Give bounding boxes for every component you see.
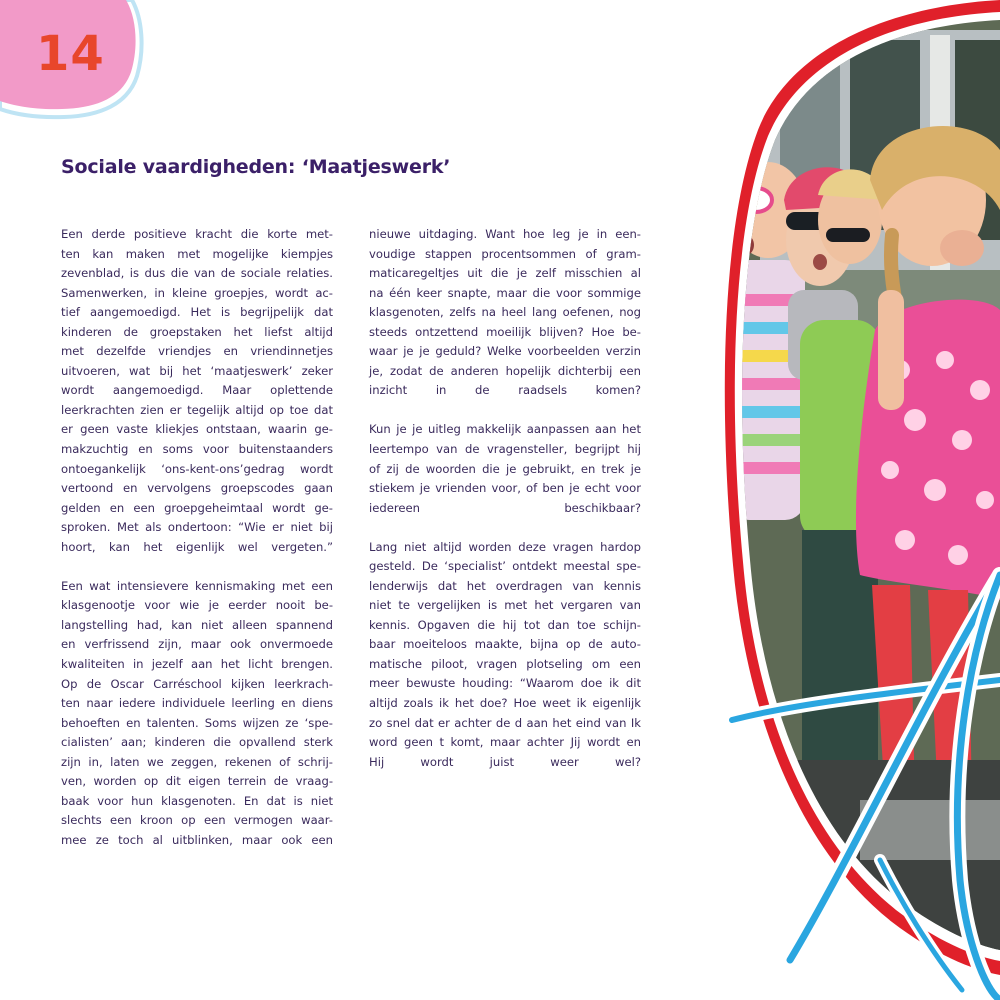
text-line: tief aangemoedigd. Het is begrijpelijk dat xyxy=(61,305,333,320)
text-line: er geen vaste kliekjes ontstaan, waarin ge- xyxy=(61,422,333,437)
pink-dress xyxy=(856,300,1000,600)
text-line: nieuwe uitdaging. Want hoe leg je in een- xyxy=(369,227,641,241)
text-line: Een wat intensievere kennismaking met een xyxy=(61,578,333,593)
text-line: wordt aangemoedigd. Maar oplettende xyxy=(61,383,333,398)
right-text-column xyxy=(369,225,641,772)
text-line: klasgenoten, zelfs na heel lang oefenen, nog xyxy=(369,305,641,320)
text-line: inzicht in de raadsels komen? xyxy=(369,383,641,398)
text-line: sproken. Met als ondertoon: “Wie er niet bij xyxy=(61,520,333,535)
text-line: behoeften en talenten. Soms wijzen ze ‘spe- xyxy=(61,715,333,730)
text-line: ten naar iedere individuele leerling en diens xyxy=(61,696,333,711)
text-line: niet te vergelijken is met het vergaren van xyxy=(369,598,641,613)
text-line: en verfrissend zijn, maar ook onvermoede xyxy=(61,637,333,652)
text-line: zo snel dat er achter de d aan het eind van Ik xyxy=(369,715,641,730)
text-line: altijd zoals ik het doe? Hoe weet ik eigenlijk xyxy=(369,696,641,711)
children-photo xyxy=(700,0,1000,1000)
text-line: uitvoeren, wat bij het ‘maatjeswerk’ zeker xyxy=(61,363,333,378)
text-line: waar je je geduld? Welke voorbeelden verzin xyxy=(369,344,641,359)
text-line: Kun je je uitleg makkelijk aanpassen aan het xyxy=(369,422,641,437)
text-line: mee ze toch al uitblinken, maar ook een xyxy=(61,832,333,847)
text-line: je, zodat de anderen hopelijk dichterbij een xyxy=(369,363,641,378)
paragraph-gap xyxy=(369,518,641,538)
body-paragraph xyxy=(369,225,641,401)
text-line: matische piloot, vragen plotseling om een xyxy=(369,656,641,671)
text-line: zijn in, laten we zeggen, rekenen of schrij- xyxy=(61,754,333,769)
text-line: Lang niet altijd worden deze vragen hardop xyxy=(369,539,641,554)
body-paragraph xyxy=(61,577,333,851)
paragraph-gap xyxy=(369,401,641,421)
text-line: leerkrachten zien er tegelijk altijd op toe dat xyxy=(61,402,333,417)
text-line: baar moeiteloos maakte, bijna op de auto- xyxy=(369,637,641,652)
text-line: na één keer snapte, maar die voor sommige xyxy=(369,285,641,300)
text-line: ontoegankelijk ‘ons-kent-ons’gedrag wordt xyxy=(61,461,333,476)
text-line: makzuchtig en soms voor buitenstaanders xyxy=(61,442,333,457)
text-line: klasgenootje voor wie je eerder nooit be- xyxy=(61,598,333,613)
text-line: meer bewuste houding: “Waarom doe ik dit xyxy=(369,676,641,691)
text-line: gelden en een groepgeheimtaal wordt ge- xyxy=(61,500,333,515)
text-line: stiekem je vrienden voor, of ben je echt voor xyxy=(369,481,641,496)
text-line: cialisten’ aan; kinderen die opvallend sterk xyxy=(61,735,333,750)
text-line: Een derde positieve kracht die korte met- xyxy=(61,227,333,241)
text-line: hoort, kan het eigenlijk wel vergeten.” xyxy=(61,539,333,554)
text-line: lenderwijs dat het overdragen van kennis xyxy=(369,578,641,593)
paragraph-gap xyxy=(61,557,333,577)
text-line: kennis. Opgaven die hij tot dan toe schijn- xyxy=(369,617,641,632)
text-line: baak voor hun klasgenoten. En dat is niet xyxy=(61,793,333,808)
body-paragraph xyxy=(61,225,333,557)
text-line: kinderen de groepstaken het liefst altijd xyxy=(61,324,333,339)
text-line: maticaregeltjes uit die je zelf misschien al xyxy=(369,266,641,281)
text-line: met dezelfde vriendjes en vriendinnetjes xyxy=(61,344,333,359)
text-line: voudige stappen procentsommen of gram- xyxy=(369,246,641,261)
left-text-column xyxy=(61,225,333,850)
text-line: iedereen beschikbaar? xyxy=(369,500,641,515)
text-line: of zij de woorden die je gebruikt, en trek je xyxy=(369,461,641,476)
text-line: leertempo van de vragensteller, begrijpt hij xyxy=(369,441,641,456)
body-paragraph xyxy=(369,420,641,518)
text-line: Op de Oscar Carréschool kijken leerkrach- xyxy=(61,676,333,691)
text-line: slechts een kroon op een vermogen waar- xyxy=(61,813,333,828)
page-number-text: 14 xyxy=(36,26,105,82)
text-line: Samenwerken, in kleine groepjes, wordt ac- xyxy=(61,285,333,300)
body-paragraph xyxy=(369,538,641,773)
text-line: gesteld. De ‘specialist’ ontdekt meestal spe- xyxy=(369,559,641,574)
text-line: kwaliteiten in jezelf aan het licht brengen. xyxy=(61,656,333,671)
text-line: ten kan maken met mogelijke kiempjes xyxy=(61,246,333,261)
section-heading xyxy=(61,155,450,179)
text-line: langstelling had, kan niet alleen spannend xyxy=(61,617,333,632)
text-line: steeds ontzettend moeilijk blijven? Hoe be- xyxy=(369,324,641,339)
text-line: Hij wordt juist weer wel? xyxy=(369,754,641,769)
text-line: zevenblad, is dus die van de sociale relaties. xyxy=(61,266,333,281)
text-line: vertoond en vervolgens groepscodes gaan xyxy=(61,481,333,496)
text-line: ven, worden op dit eigen terrein de vraag- xyxy=(61,774,333,789)
section-heading-text: Sociale vaardigheden: ‘Maatjeswerk’ xyxy=(61,156,451,178)
text-line: word geen t komt, maar achter Jij wordt en xyxy=(369,735,641,750)
page-number xyxy=(36,26,105,82)
